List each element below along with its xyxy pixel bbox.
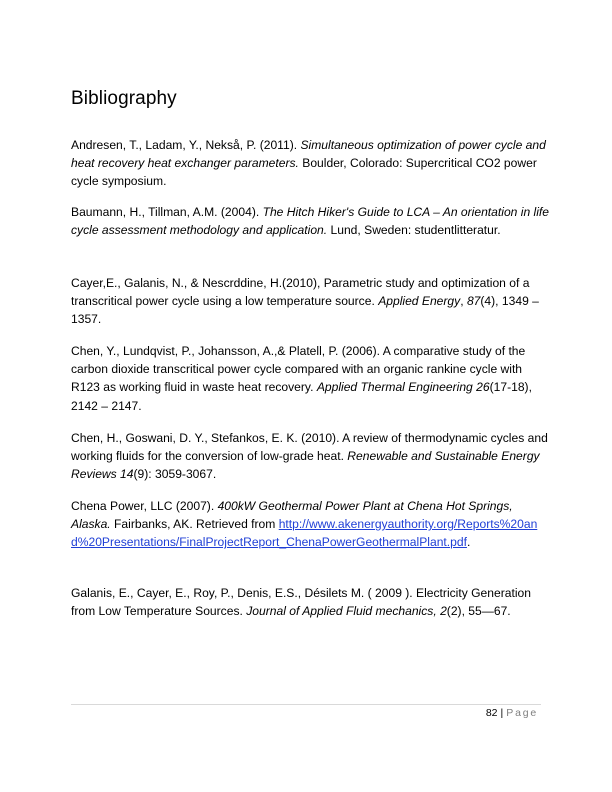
reference-authors: Baumann, H., Tillman, A.M. (2004). [71,205,263,219]
reference-cayer-2010 [71,274,551,329]
page-number: 82 [485,707,498,719]
reference-journal: Applied Energy [378,294,461,309]
reference-pages: (2), 55—67. [446,604,511,619]
reference-journal: Applied Thermal Engineering 26 [316,380,490,395]
reference-journal: Journal of Applied Fluid mechanics, [246,604,437,619]
page-footer [486,707,538,719]
reference-publisher: Boulder, Colorado: Supercritical CO2 power cycle symposium. [71,156,537,189]
reference-chena-power-2007 [71,497,551,552]
reference-andresen-2011 [71,136,551,191]
reference-publisher: Fairbanks, AK. Retrieved from [110,517,279,532]
reference-publisher: Lund, Sweden: studentlitteratur. [327,223,501,238]
reference-volume: 2 [440,604,447,619]
reference-galanis-2009 [71,584,551,620]
reference-baumann-2004 [71,203,551,239]
reference-chen-2010 [71,429,551,484]
reference-authors: Andresen, T., Ladam, Y., Nekså, P. (2011). [71,138,301,152]
reference-authors: Chena Power, LLC (2007). [71,499,218,513]
footer-divider [71,704,541,705]
reference-journal: Renewable and Sustainable Energy Reviews 14 [71,449,540,482]
reference-text: Chen, Y., Lundqvist, P., Johansson, A.,& Platell, P. (2006). A comparative study of the carbon dioxide transcritical power cycle compared with an organic rankine cycle with R123 as working fluid in waste heat recovery. [71,344,526,395]
reference-pages: (17-18), 2142 – 2147. [71,380,532,413]
reference-pages: (4), 1349 – 1357. [71,294,539,327]
reference-title: The Hitch Hiker's Guide to LCA – An orientation in life cycle assessment methodology and application. [71,205,549,238]
page-word: Page [506,707,538,719]
reference-title: 400kW Geothermal Power Plant at Chena Hot Springs, Alaska. [71,499,513,532]
reference-pages: (9): 3059-3067. [133,467,217,482]
reference-text: Galanis, E., Cayer, E., Roy, P., Denis, E.S., Désilets M. ( 2009 ). Electricity Generation from Low Temperature Sources. [71,586,531,619]
reference-end: . [466,535,471,550]
reference-text: Chen, H., Goswani, D. Y., Stefankos, E. K. (2010). A review of thermodynamic cycles and working fluids for the conversion of low-grade heat. [71,431,548,464]
reference-chen-2006 [71,342,551,415]
footer-separator: | [500,707,504,719]
reference-text: Cayer,E., Galanis, N., & Nescrddine, H.(2010), Parametric study and optimization of a transcritical power cycle using a low temperature source. [71,276,530,309]
reference-url-link[interactable]: http://www.akenergyauthority.org/Reports%20and%20Presentations/FinalProjectReport_ChenaPowerGeothermalPlant.pdf [71,517,538,550]
reference-separator: , [460,294,467,309]
page-title: Bibliography [71,88,177,109]
reference-title: Simultaneous optimization of power cycle and heat recovery heat exchanger parameters. [71,138,546,171]
reference-volume: 87 [466,294,481,309]
